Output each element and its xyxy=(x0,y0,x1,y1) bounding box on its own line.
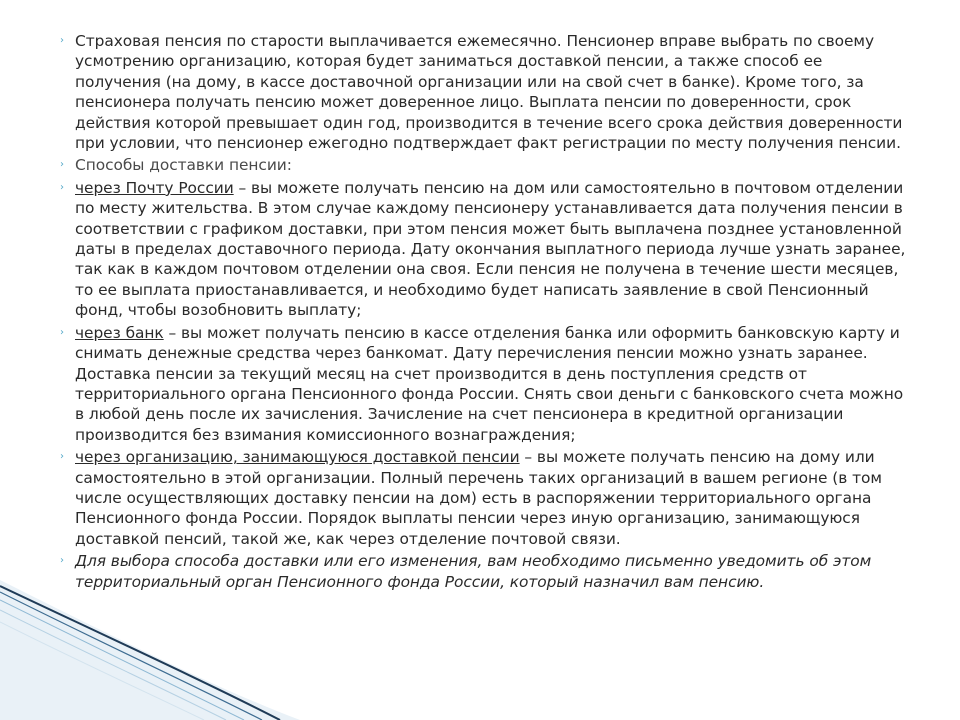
paragraph-organization xyxy=(58,447,908,549)
section-heading: Способы доставки пенсии: xyxy=(75,156,292,175)
bullet-arrow-icon: › xyxy=(60,326,64,338)
bullet-arrow-icon: › xyxy=(60,555,64,567)
organization-link[interactable]: через организацию, занимающуюся доставкой пенсии xyxy=(75,448,520,467)
paragraph-post xyxy=(58,178,908,321)
corner-swoosh-decoration xyxy=(0,580,960,720)
paragraph-intro xyxy=(58,31,908,153)
slide-content xyxy=(58,31,908,594)
bullet-arrow-icon: › xyxy=(60,181,64,193)
paragraph-heading xyxy=(58,155,908,175)
paragraph-text: Страховая пенсия по старости выплачивается ежемесячно. Пенсионер вправе выбрать по своему усмотрению организацию, которая будет заниматься доставкой пенсии, а также способ ее получения (на дому, в кассе доставочной организации или на свой счет в банке). Кроме того, за пенсионера получать пенсию может доверенное лицо. Выплата пенсии по доверенности, срок действия которой превышает один год, производится в течение всего срока действия доверенности при условии, что пенсионер ежегодно подтверждает факт регистрации по месту получения пенсии. xyxy=(75,32,903,153)
bank-link[interactable]: через банк xyxy=(75,323,164,342)
paragraph-bank xyxy=(58,323,908,445)
bullet-arrow-icon: › xyxy=(60,451,64,463)
paragraph-note xyxy=(58,551,908,592)
post-link[interactable]: через Почту России xyxy=(75,178,234,197)
bullet-arrow-icon: › xyxy=(60,35,64,46)
paragraph-text: – вы можете получать пенсию на дому или самостоятельно в этой организации. Полный перечень таких организаций в вашем регионе (в том числе осуществляющих доставку пенсии на дом) есть в распоряжении территориального органа Пенсионного фонда России. Порядок выплаты пенсии через иную организацию, занимающуюся доставкой пенсий, такой же, как через отделение почтовой связи. xyxy=(75,448,882,548)
paragraph-text: – вы может получать пенсию в кассе отделения банка или оформить банковскую карту и снимать денежные средства через банкомат. Дату перечисления пенсии можно узнать заранее. Доставка пенсии за текущий месяц на счет производится в день поступления средств от территориального органа Пенсионного фонда России. Снять свои деньги с банковского счета можно в любой день после их зачисления. Зачисление на счет пенсионера в кредитной организации производится без взимания комиссионного вознаграждения; xyxy=(75,323,904,444)
note-text: Для выбора способа доставки или его изменения, вам необходимо письменно уведомить об этом территориальный орган Пенсионного фонда России, который назначил вам пенсию. xyxy=(75,552,872,591)
paragraph-text: – вы можете получать пенсию на дом или самостоятельно в почтовом отделении по месту жительства. В этом случае каждому пенсионеру устанавливается дата получения пенсии в соответствии с графиком доставки, при этом пенсия может быть выплачена позднее установленной даты в пределах доставочного периода. Дату окончания выплатного периода лучше узнать заранее, так как в каждом почтовом отделении она своя. Если пенсия не получена в течение шести месяцев, то ее выплата приостанавливается, и необходимо будет написать заявление в свой Пенсионный фонд, чтобы возобновить выплату; xyxy=(75,178,906,320)
bullet-arrow-icon: › xyxy=(60,159,64,171)
